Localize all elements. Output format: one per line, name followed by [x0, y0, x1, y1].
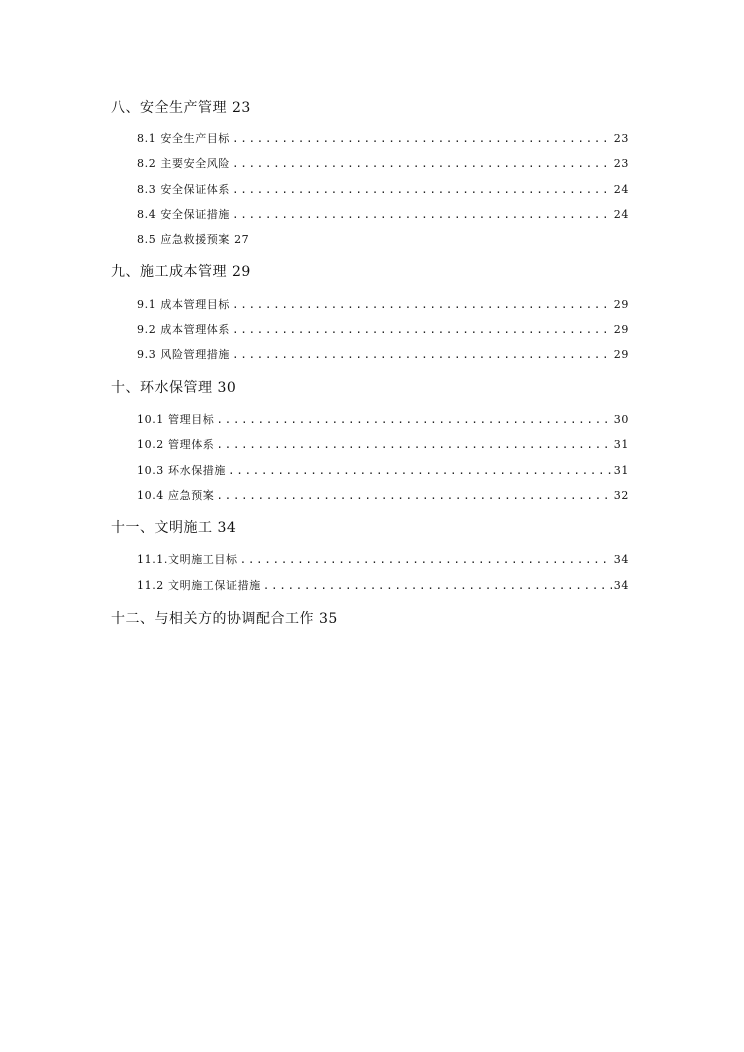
toc-entry-8-2[interactable]	[137, 157, 629, 171]
toc-heading-section-11[interactable]: 十一、文明施工 34	[111, 520, 237, 536]
toc-entry-8-5[interactable]: 8.5 应急救援预案 27	[137, 233, 250, 246]
toc-entry-label: 10.4 应急预案	[137, 489, 215, 502]
toc-entry-label: 10.2 管理体系	[137, 438, 215, 451]
toc-entry-page: 24	[613, 183, 629, 196]
toc-heading-section-12[interactable]: 十二、与相关方的协调配合工作 35	[111, 611, 338, 627]
toc-entry-10-2[interactable]	[137, 438, 629, 452]
toc-entry-label: 8.4 安全保证措施	[137, 208, 230, 221]
toc-entry-page: 29	[613, 298, 629, 311]
toc-entry-label: 8.2 主要安全风险	[137, 157, 230, 170]
dot-leader	[232, 132, 612, 146]
toc-entry-page: 31	[613, 438, 629, 451]
dot-leader	[216, 489, 611, 503]
dot-leader	[232, 183, 612, 197]
toc-entry-label: 11.1.文明施工目标	[137, 553, 238, 566]
toc-entry-8-1[interactable]	[137, 132, 629, 146]
dot-leader	[216, 438, 611, 452]
toc-entry-label: 8.1 安全生产目标	[137, 132, 230, 145]
dot-leader	[232, 298, 612, 312]
toc-entry-label: 10.1 管理目标	[137, 413, 215, 426]
dot-leader	[228, 464, 612, 478]
toc-heading-section-9[interactable]: 九、施工成本管理 29	[111, 264, 251, 280]
toc-entry-label: 10.3 环水保措施	[137, 464, 226, 477]
toc-entry-11-2[interactable]	[137, 579, 629, 593]
toc-entry-page: 34	[613, 579, 629, 592]
toc-entry-page: 32	[613, 489, 629, 502]
toc-entry-8-3[interactable]	[137, 183, 629, 197]
dot-leader	[216, 413, 611, 427]
dot-leader	[232, 208, 612, 222]
toc-entry-label: 9.3 风险管理措施	[137, 348, 230, 361]
toc-entry-page: 29	[613, 323, 629, 336]
toc-entry-10-1[interactable]	[137, 413, 629, 427]
dot-leader	[232, 348, 612, 362]
toc-entry-label: 9.1 成本管理目标	[137, 298, 230, 311]
toc-entry-9-2[interactable]	[137, 323, 629, 337]
toc-entry-label: 8.3 安全保证体系	[137, 183, 230, 196]
dot-leader	[232, 157, 612, 171]
toc-entry-9-1[interactable]	[137, 298, 629, 312]
toc-entry-page: 29	[613, 348, 629, 361]
toc-entry-10-3[interactable]	[137, 464, 629, 478]
toc-entry-page: 30	[613, 413, 629, 426]
toc-entry-9-3[interactable]	[137, 348, 629, 362]
toc-heading-section-10[interactable]: 十、环水保管理 30	[111, 380, 237, 396]
toc-entry-label: 11.2 文明施工保证措施	[137, 579, 261, 592]
toc-heading-section-8[interactable]: 八、安全生产管理 23	[111, 100, 251, 116]
toc-entry-page: 23	[613, 132, 629, 145]
toc-entry-page: 34	[613, 553, 629, 566]
toc-entry-page: 24	[613, 208, 629, 221]
dot-leader	[232, 323, 612, 337]
dot-leader	[240, 553, 612, 567]
toc-entry-label: 9.2 成本管理体系	[137, 323, 230, 336]
toc-entry-page: 23	[613, 157, 629, 170]
dot-leader	[263, 579, 612, 593]
toc-entry-8-4[interactable]	[137, 208, 629, 222]
toc-entry-page: 31	[613, 464, 629, 477]
toc-entry-10-4[interactable]	[137, 489, 629, 503]
toc-entry-11-1[interactable]	[137, 553, 629, 567]
